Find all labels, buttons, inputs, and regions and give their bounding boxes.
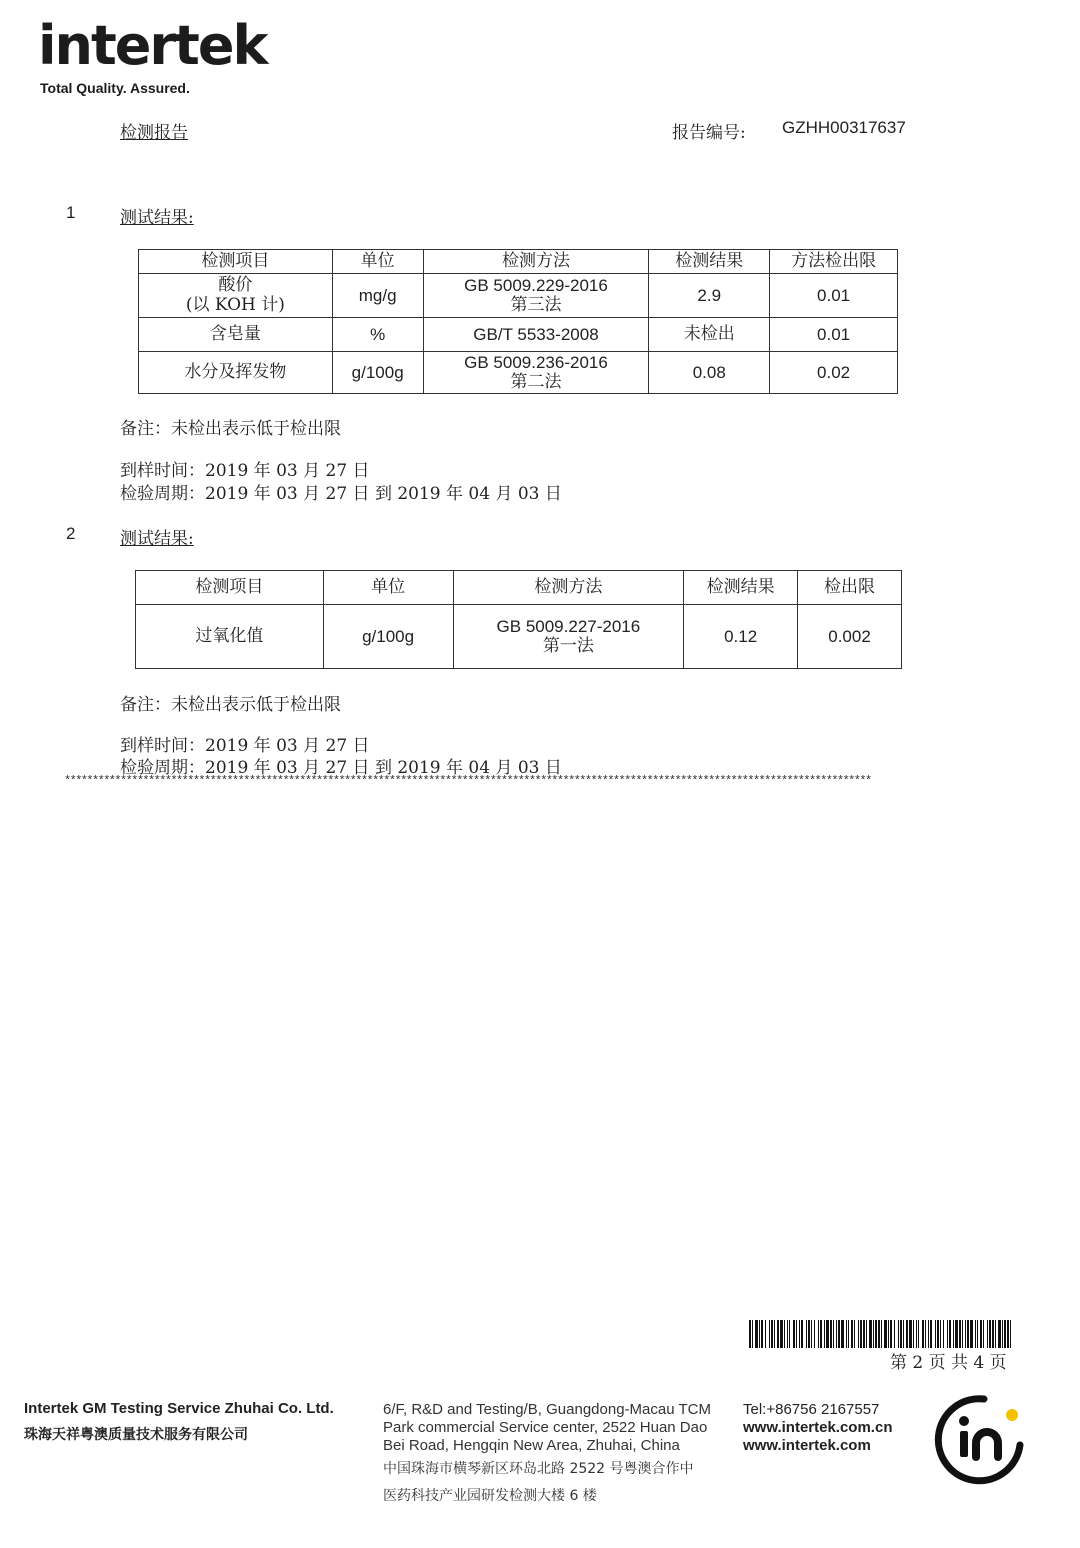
item-basis: (以 KOH 计) [185, 294, 285, 315]
footer-company-cn: 珠海天祥粤澳质量技术服务有限公司 [24, 1427, 248, 1443]
footer-address-cn-line: 医药科技产业园研发检测大楼 6 楼 [383, 1488, 597, 1504]
table-row [139, 274, 898, 318]
col-header-result: 检测结果 [684, 571, 798, 605]
method-standard: GB 5009.236-2016 [464, 352, 608, 372]
cell-result: 未检出 [649, 318, 770, 352]
cell-result: 2.9 [649, 274, 770, 318]
section-1-number: 1 [66, 203, 76, 222]
section-2-note: 备注：未检出表示低于检出限 [120, 695, 341, 715]
table-row [136, 605, 902, 669]
cell-unit: g/100g [323, 605, 453, 669]
cell-result: 0.08 [649, 352, 770, 394]
cell-unit: mg/g [332, 274, 423, 318]
col-header-limit: 检出限 [798, 571, 902, 605]
cell-unit: % [332, 318, 423, 352]
section-1-arrival-date: 到样时间：2019 年 03 月 27 日 [120, 461, 370, 481]
cell-method [423, 274, 649, 318]
method-standard: GB 5009.229-2016 [464, 275, 608, 295]
cell-unit: g/100g [332, 352, 423, 394]
cell-item: 含皂量 [139, 318, 333, 352]
method-variant: 第三法 [510, 294, 562, 315]
cell-item: 水分及挥发物 [139, 352, 333, 394]
footer-address-cn-line: 中国珠海市横琴新区环岛北路 2522 号粤澳合作中 [383, 1461, 694, 1477]
section-1-test-period: 检验周期：2019 年 03 月 27 日 到 2019 年 04 月 03 日 [120, 484, 562, 504]
col-header-limit: 方法检出限 [770, 250, 898, 274]
footer-company-en: Intertek GM Testing Service Zhuhai Co. Ltd. [24, 1400, 334, 1417]
footer-address-line: 6/F, R&D and Testing/B, Guangdong-Macau TCM [383, 1401, 711, 1418]
section-2-title: 测试结果: [120, 529, 194, 549]
col-header-result: 检测结果 [649, 250, 770, 274]
report-title: 检测报告 [120, 123, 188, 143]
results-table-1 [138, 249, 898, 394]
footer-tel: Tel:+86756 2167557 [743, 1401, 880, 1418]
footer-website[interactable]: www.intertek.com [743, 1437, 871, 1454]
report-number-label: 报告编号: [672, 123, 746, 143]
section-2-test-period: 检验周期：2019 年 03 月 27 日 到 2019 年 04 月 03 日 [120, 758, 562, 778]
barcode-bar [1010, 1320, 1011, 1348]
barcode-icon [749, 1320, 1011, 1348]
col-header-method: 检测方法 [423, 250, 649, 274]
cell-limit: 0.02 [770, 352, 898, 394]
end-separator: ************************************************************************************************************************************************ [64, 774, 871, 788]
table-row [139, 318, 898, 352]
method-variant: 第一法 [542, 635, 594, 656]
col-header-method: 检测方法 [453, 571, 684, 605]
method-variant: 第二法 [510, 371, 562, 392]
cell-result: 0.12 [684, 605, 798, 669]
section-2-arrival-date: 到样时间：2019 年 03 月 27 日 [120, 736, 370, 756]
table-header-row [139, 250, 898, 274]
results-table-2 [135, 570, 902, 669]
col-header-unit: 单位 [323, 571, 453, 605]
cell-limit: 0.01 [770, 274, 898, 318]
footer-website-cn[interactable]: www.intertek.com.cn [743, 1419, 893, 1436]
section-1-note: 备注：未检出表示低于检出限 [120, 419, 341, 439]
col-header-item: 检测项目 [139, 250, 333, 274]
cell-item [139, 274, 333, 318]
cell-method [453, 605, 684, 669]
intertek-in-circle-icon [932, 1393, 1026, 1487]
item-name: 酸价 [218, 274, 253, 295]
footer-address-line: Park commercial Service center, 2522 Huan Dao [383, 1419, 708, 1436]
cell-limit: 0.01 [770, 318, 898, 352]
cell-item: 过氧化值 [136, 605, 324, 669]
report-number: GZHH00317637 [782, 118, 906, 137]
cell-method [423, 352, 649, 394]
table-header-row [136, 571, 902, 605]
section-2-number: 2 [66, 524, 76, 543]
logo-tagline: Total Quality. Assured. [40, 80, 190, 96]
col-header-item: 检测项目 [136, 571, 324, 605]
cell-limit: 0.002 [798, 605, 902, 669]
table-row [139, 352, 898, 394]
section-1-title: 测试结果: [120, 208, 194, 228]
footer-address-line: Bei Road, Hengqin New Area, Zhuhai, China [383, 1437, 680, 1454]
page-number: 第 2 页 共 4 页 [890, 1353, 1007, 1373]
col-header-unit: 单位 [332, 250, 423, 274]
intertek-logo: intertek [38, 14, 267, 77]
cell-method: GB/T 5533-2008 [423, 318, 649, 352]
method-standard: GB 5009.227-2016 [496, 616, 641, 636]
